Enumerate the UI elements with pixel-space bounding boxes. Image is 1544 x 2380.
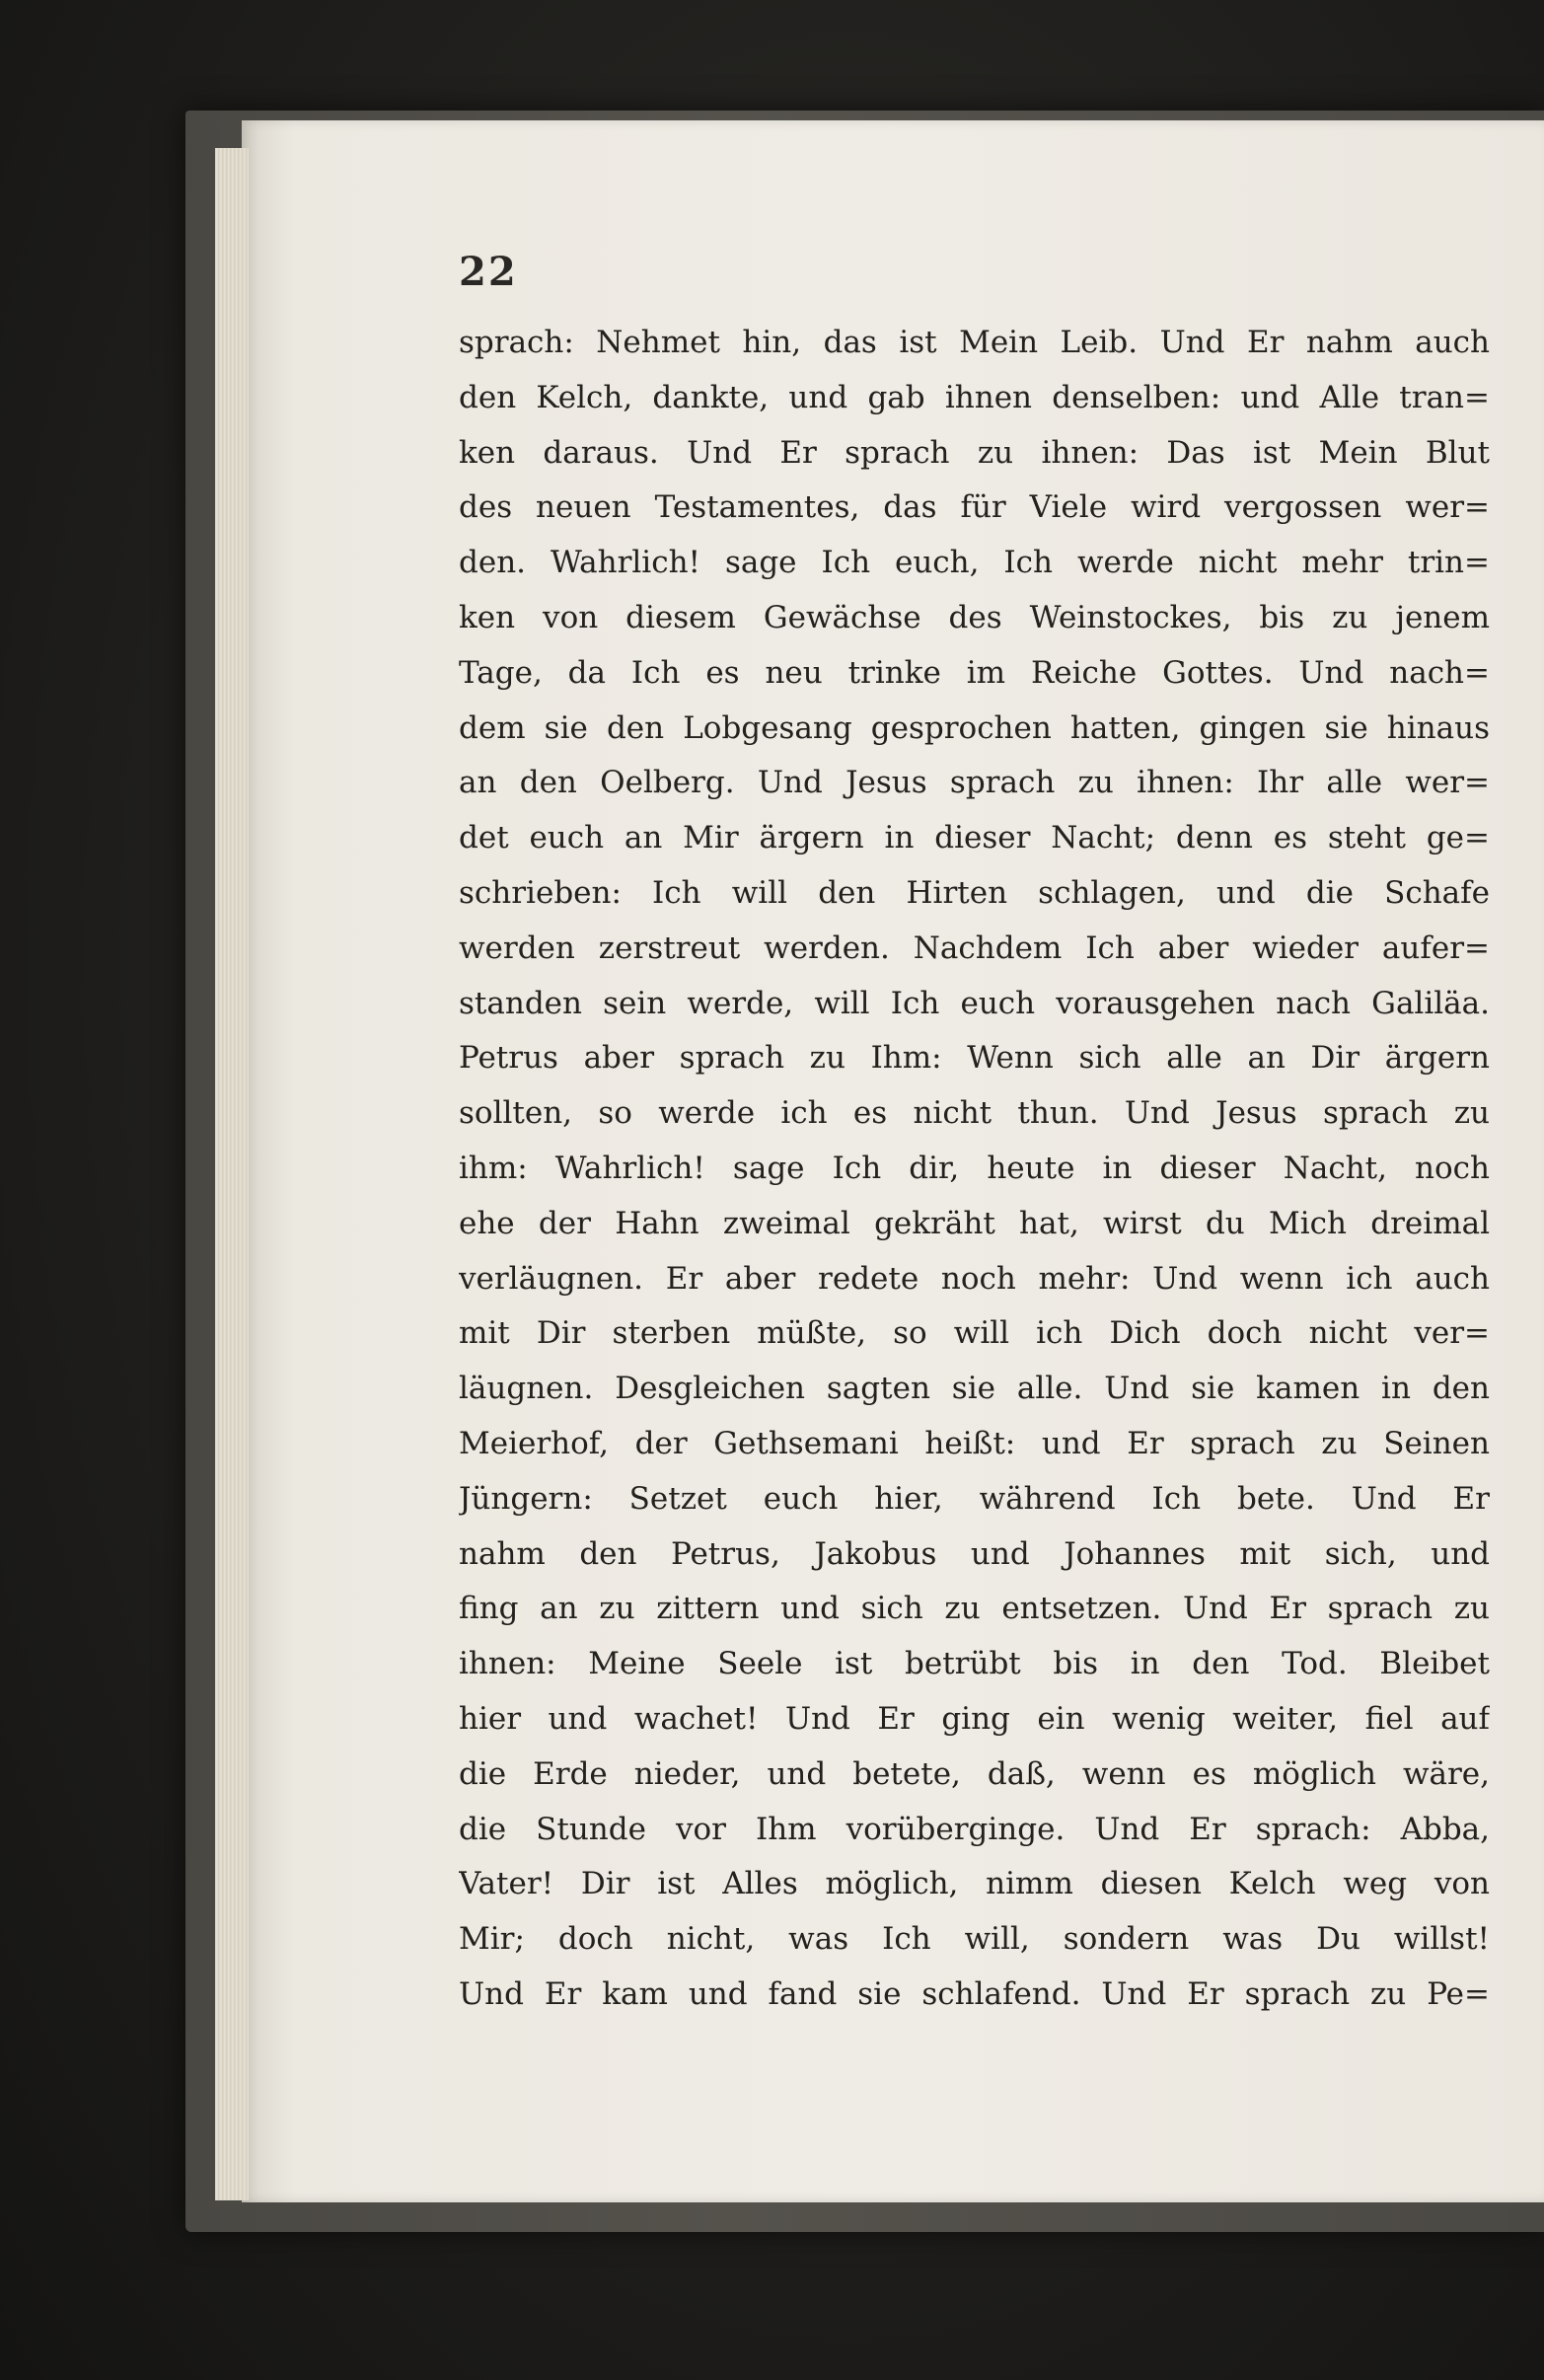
text-line: verläugnen. Er aber redete noch mehr: Und wenn ich auch	[459, 1260, 1490, 1297]
text-line: hier und wachet! Und Er ging ein wenig weiter, fiel auf	[459, 1700, 1490, 1737]
text-line: det euch an Mir ärgern in dieser Nacht; denn es steht ge=	[459, 820, 1490, 856]
page-edges	[215, 148, 249, 2200]
text-line: standen sein werde, will Ich euch vorausgehen nach Galiläa.	[459, 985, 1490, 1021]
page-number: 22	[459, 249, 518, 295]
text-line: ihm: Wahrlich! sage Ich dir, heute in dieser Nacht, noch	[459, 1150, 1490, 1186]
text-line: fing an zu zittern und sich zu entsetzen. Und Er sprach zu	[459, 1591, 1490, 1627]
body-text	[459, 316, 1490, 2023]
text-line: Vater! Dir ist Alles möglich, nimm diesen Kelch weg von	[459, 1866, 1490, 1902]
text-line: die Stunde vor Ihm vorüberginge. Und Er sprach: Abba,	[459, 1811, 1490, 1847]
text-line: sprach: Nehmet hin, das ist Mein Leib. Und Er nahm auch	[459, 325, 1490, 360]
text-line: die Erde nieder, und betete, daß, wenn es möglich wäre,	[459, 1755, 1490, 1792]
text-line: ken von diesem Gewächse des Weinstockes, bis zu jenem	[459, 599, 1490, 635]
text-line: ken daraus. Und Er sprach zu ihnen: Das ist Mein Blut	[459, 434, 1490, 471]
text-line: nahm den Petrus, Jakobus und Johannes mit sich, und	[459, 1535, 1490, 1572]
text-line: an den Oelberg. Und Jesus sprach zu ihnen: Ihr alle wer=	[459, 765, 1490, 801]
text-line: Mir; doch nicht, was Ich will, sondern was Du willst!	[459, 1921, 1490, 1958]
text-line: schrieben: Ich will den Hirten schlagen, und die Schafe	[459, 874, 1490, 911]
text-line: Und Er kam und fand sie schlafend. Und Er sprach zu Pe=	[459, 1975, 1490, 2012]
text-line: des neuen Testamentes, das für Viele wird vergossen wer=	[459, 489, 1490, 526]
text-line: den. Wahrlich! sage Ich euch, Ich werde nicht mehr trin=	[459, 545, 1490, 581]
text-line: ehe der Hahn zweimal gekräht hat, wirst du Mich dreimal	[459, 1205, 1490, 1241]
text-line: läugnen. Desgleichen sagten sie alle. Und sie kamen in den	[459, 1371, 1490, 1407]
text-line: dem sie den Lobgesang gesprochen hatten, gingen sie hinaus	[459, 709, 1490, 746]
text-line: sollten, so werde ich es nicht thun. Und Jesus sprach zu	[459, 1095, 1490, 1132]
text-line: den Kelch, dankte, und gab ihnen denselben: und Alle tran=	[459, 379, 1490, 415]
text-line: Tage, da Ich es neu trinke im Reiche Gottes. Und nach=	[459, 654, 1490, 691]
text-line: Meierhof, der Gethsemani heißt: und Er sprach zu Seinen	[459, 1425, 1490, 1461]
text-line: ihnen: Meine Seele ist betrübt bis in den Tod. Bleibet	[459, 1646, 1490, 1682]
text-line: mit Dir sterben müßte, so will ich Dich doch nicht ver=	[459, 1315, 1490, 1352]
text-line: Petrus aber sprach zu Ihm: Wenn sich alle an Dir ärgern	[459, 1040, 1490, 1077]
text-line: Jüngern: Setzet euch hier, während Ich bete. Und Er	[459, 1480, 1490, 1517]
text-line: werden zerstreut werden. Nachdem Ich aber wieder aufer=	[459, 930, 1490, 966]
